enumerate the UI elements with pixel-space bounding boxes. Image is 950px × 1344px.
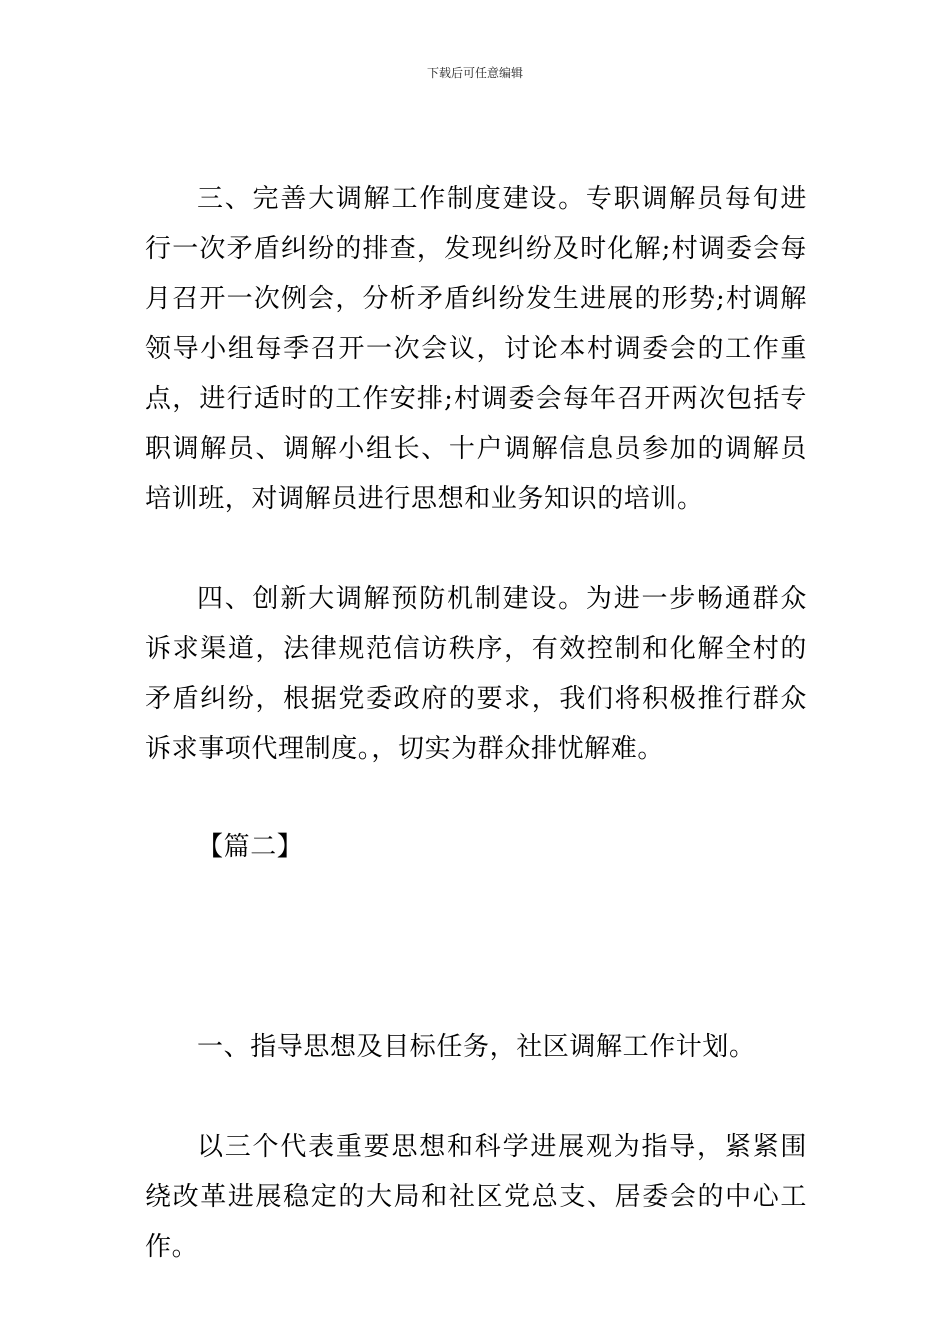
paragraph-guiding-thought: 以三个代表重要思想和科学进展观为指导，紧紧围绕改革进展稳定的大局和社区党总支、居委会的中心工作。: [145, 1132, 807, 1262]
paragraph-section-one-heading: 一、指导思想及目标任务，社区调解工作计划。: [197, 1032, 756, 1062]
part-heading: 【篇二】: [197, 832, 304, 862]
paragraph-section-three: 三、完善大调解工作制度建设。专职调解员每旬进行一次矛盾纠纷的排查，发现纠纷及时化解;村调委会每月召开一次例会，分析矛盾纠纷发生进展的形势;村调解领导小组每季召开一次会议，讨论本村调委会的工作重点，进行适时的工作安排;村调委会每年召开两次包括专职调解员、调解小组长、十户调解信息员参加的调解员培训班，对调解员进行思想和业务知识的培训。: [145, 184, 807, 514]
page-header: 下载后可任意编辑: [426, 66, 523, 80]
paragraph-section-four: 四、创新大调解预防机制建设。为进一步畅通群众诉求渠道，法律规范信访秩序，有效控制和化解全村的矛盾纠纷，根据党委政府的要求，我们将积极推行群众诉求事项代理制度。，切实为群众排忧解难。: [145, 584, 807, 764]
